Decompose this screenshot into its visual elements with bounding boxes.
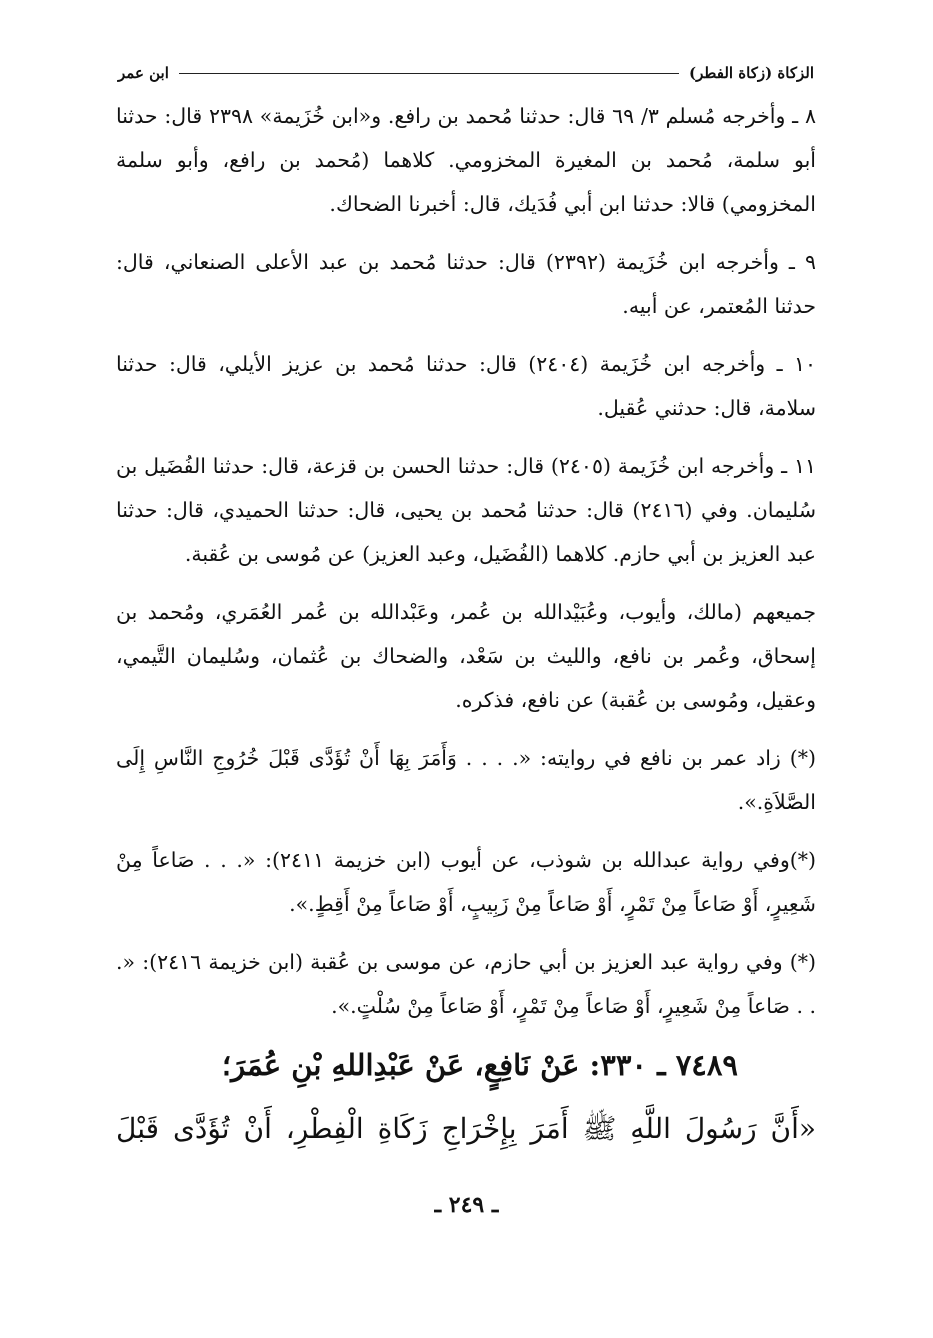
summary-paragraph: جميعهم (مالك، وأيوب، وعُبَيْدالله بن عُمر، وعَبْدالله بن عُمر العُمَري، ومُحمد بن إسحاق، وعُمر بن نافع، والليث بن سَعْد، والضحاك بن عُثمان، وسُليمان التَّيمي، وعقيل، ومُوسى بن عُقبة) عن نافع، فذكره.: [116, 600, 816, 712]
narrator-title: ابن عمر: [118, 64, 169, 82]
header-rule: [179, 73, 679, 74]
variant-note-2: (*)وفي رواية عبدالله بن شوذب، عن أيوب (ابن خزيمة ٢٤١١): «. . . صَاعاً مِنْ شَعِيرٍ، أَوْ صَاعاً مِنْ تَمْرٍ، أَوْ صَاعاً مِنْ زَبِيبٍ، أَوْ صَاعاً مِنْ أَقِطٍ.».: [116, 848, 816, 916]
chapter-title: الزكاة (زكاة الفطر): [689, 64, 814, 82]
variant-note-1: (*) زاد عمر بن نافع في روايته: «. . . . وَأَمَرَ بِهَا أَنْ تُؤَدَّى قَبْلَ خُرُوجِ النَّاسِ إِلَى الصَّلاَةِ.».: [116, 746, 816, 814]
note-paragraph-10: ١٠ ـ وأخرجه ابن خُزَيمة (٢٤٠٤) قال: حدثنا مُحمد بن عزيز الأيلي، قال: حدثنا سلامة، قال: حدثني عُقيل.: [116, 352, 816, 420]
variant-note-3: (*) وفي رواية عبد العزيز بن أبي حازم، عن موسى بن عُقبة (ابن خزيمة ٢٤١٦): «. . . صَاعاً مِنْ شَعِيرٍ، أَوْ صَاعاً مِنْ تَمْرٍ، أَوْ صَاعاً مِنْ سُلْتٍ.».: [116, 950, 817, 1018]
note-paragraph-11: ١١ ـ وأخرجه ابن خُزَيمة (٢٤٠٥) قال: حدثنا الحسن بن قزعة، قال: حدثنا الفُضَيل بن سُليمان. وفي (٢٤١٦) قال: حدثنا مُحمد بن يحيى، قال: حدثنا الحميدي، قال: حدثنا عبد العزيز بن أبي حازم. كلاهما (الفُضَيل، وعبد العزيز) عن مُوسى بن عُقبة.: [116, 454, 817, 566]
page-number: ـ ٢٤٩ ـ: [434, 1192, 499, 1218]
note-paragraph-9: ٩ ـ وأخرجه ابن خُزَيمة (٢٣٩٢) قال: حدثنا مُحمد بن عبد الأعلى الصنعاني، قال: حدثنا المُعتمر، عن أبيه.: [116, 250, 816, 318]
note-paragraph-8: ٨ ـ وأخرجه مُسلم ٣/ ٦٩ قال: حدثنا مُحمد بن رافع. و«ابن خُزَيمة» ٢٣٩٨ قال: حدثنا أبو سلمة، مُحمد بن المغيرة المخزومي. كلاهما (مُحمد بن رافع، وأبو سلمة المخزومي) قالا: حدثنا ابن أبي فُدَيك، قال: أخبرنا الضحاك.: [116, 104, 816, 216]
hadith-text: «أَنَّ رَسُولَ اللَّهِ ﷺ أَمَرَ بِإِخْرَاجِ زَكَاةِ الْفِطْرِ، أَنْ تُؤَدَّى قَبْلَ: [116, 1112, 816, 1145]
hadith-number-line: ٧٤٨٩ ـ ٣٣٠: عَنْ نَافِعٍ، عَنْ عَبْدِاللهِ بْنِ عُمَرَ؛: [221, 1048, 738, 1082]
running-header: [118, 62, 814, 84]
takhrij-notes: [116, 94, 816, 1042]
